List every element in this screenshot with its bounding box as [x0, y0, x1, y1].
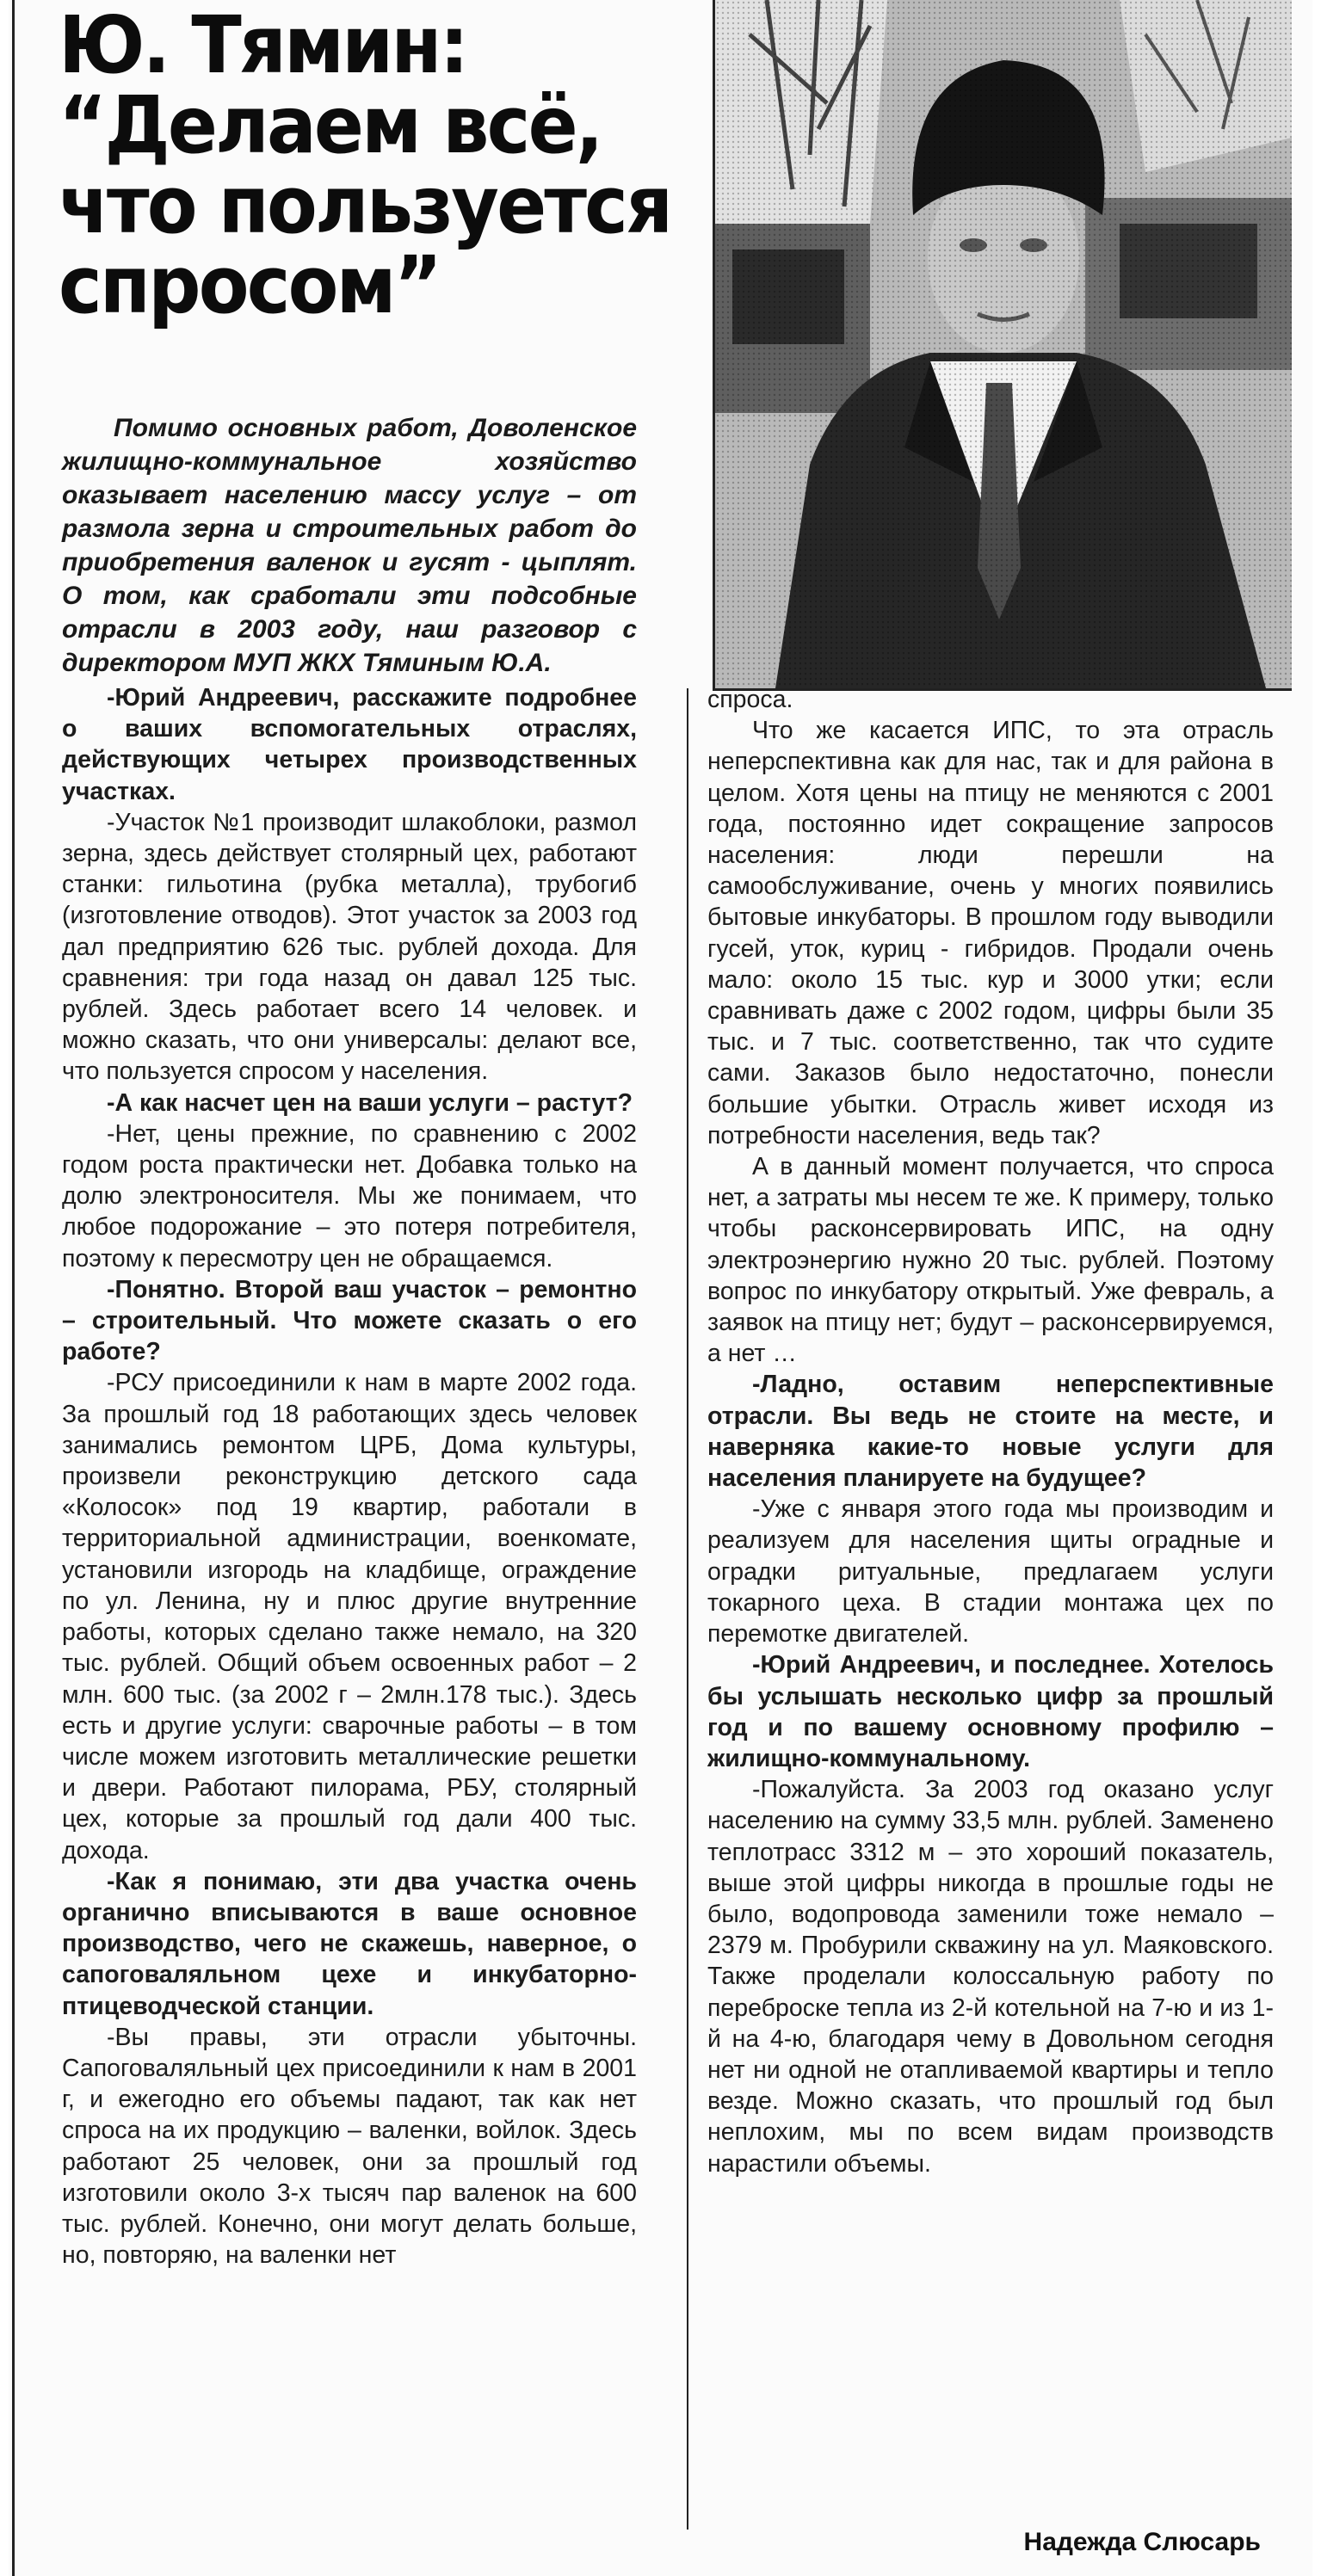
column-divider: [687, 688, 688, 2530]
interview-answer: -Нет, цены прежние, по сравнению с 2002 годом роста практически нет. Добавка только на долю электроносителя. Мы же понимаем, что любое подорожание – это потеря потребителя, поэтому к пересмотру цен не обращаемся.: [62, 1119, 637, 1273]
interview-answer: -Пожалуйста. За 2003 год оказано услуг населению на сумму 33,5 млн. рублей. Заменено теплотрасс 3312 м – это хороший показатель, выше этой цифры никогда в прошлые годы не было, водопровода заменили тоже немало –2379 м. Пробурили скважину на ул. Маяковского. Также проделали колоссальную работу по переброске тепла из 2-й котельной на 7-ю и из 1-й на 4-ю, благодаря чему в Довольном сегодня нет ни одной не отапливаемой квартиры и тепло везде. Можно сказать, что прошлый год был неплохим, мы по всем видам производств нарастили объемы.: [707, 1776, 1274, 2178]
interviewee-photo: [713, 0, 1292, 691]
interview-question: -Как я понимаю, эти два участка очень органично вписываются в ваше основное производство, чего не скажешь, наверное, о сапоговаляльном цехе и инкубаторно-птицеводческой станции.: [62, 1867, 637, 2020]
right-text-column: [707, 684, 1274, 2179]
interview-answer: -Уже с января этого года мы производим и реализуем для населения щиты оградные и оградки ритуальные, предлагаем услуги токарного цеха. В стадии монтажа цех по перемотке двигателей.: [707, 1495, 1274, 1649]
interview-answer: А в данный момент получается, что спроса нет, а затраты мы несем те же. К примеру, только чтобы расконсервировать ИПС, на одну электроэнергию нужно 20 тыс. рублей. Поэтому вопрос по инкубатору открытый. Уже февраль, а заявок на птицу нет; будут – расконсервируемся, а нет …: [707, 1153, 1274, 1368]
article-headline: Ю. Тямин: “Делаем всё, что пользуется спросом”: [59, 0, 671, 331]
continued-text: спроса.: [707, 686, 793, 713]
newspaper-page: [9, 0, 1312, 2576]
article-byline: Надежда Слюсарь: [1023, 2528, 1261, 2556]
interview-answer: -Участок №1 производит шлакоблоки, размол зерна, здесь действует столярный цех, работают станки: гильотина (рубка металла), трубогиб (изготовление отводов). Этот участок за 2003 год дал предприятию 626 тыс. рублей дохода. Для сравнения: три года назад он давал 125 тыс. рублей. Здесь работает всего 14 человек. и можно сказать, что они универсалы: делают все, что пользуется спросом у населения.: [62, 808, 637, 1086]
interview-answer: -РСУ присоединили к нам в марте 2002 года. За прошлый год 18 работающих здесь человек занимались ремонтом ЦРБ, Дома культуры, произвели реконструкцию детского сада «Колосок» под 19 квартир, работали в территориальной администрации, военкомате, установили изгородь на кладбище, ограждение по ул. Ленина, ну и плюс другие внутренние работы, которых сделано также немало, на 320 тыс. рублей. Общий объем освоенных работ – 2 млн. 600 тыс. (за 2002 г – 2млн.178 тыс.). Здесь есть и другие услуги: сварочные работы – в том числе можем изготовить металлические решетки и двери. Работают пилорама, РБУ, столярный цех, которые за прошлый год дали 400 тыс. дохода.: [62, 1369, 637, 1864]
interview-question: -Ладно, оставим неперспективные отрасли. Вы ведь не стоите на месте, и наверняка какие-то новые услуги для населения планируете на будущее?: [707, 1371, 1274, 1493]
interview-question: -Понятно. Второй ваш участок – ремонтно – строительный. Что можете сказать о его работе?: [62, 1275, 637, 1366]
interview-question: -А как насчет цен на ваши услуги – растут?: [107, 1088, 633, 1117]
interview-answer: Что же касается ИПС, то эта отрасль неперспективна как для нас, так и для района в целом. Хотя цены на птицу не меняются с 2001 года, постоянно идет сокращение запросов населения: люди перешли на самообслуживание, очень у многих появились бытовые инкубаторы. В прошлом году выводили гусей, уток, куриц - гибридов. Продали очень мало: около 15 тыс. кур и 3000 утки; если сравнивать даже с 2002 годом, цифры были 35 тыс. и 7 тыс. соответственно, так что судите сами. Заказов было недостаточно, понесли большие убытки. Отрасль живет исходя из потребности населения, ведь так?: [707, 717, 1274, 1149]
interview-question: -Юрий Андреевич, расскажите подробнее о ваших вспомогательных отраслях, действующих четырех производственных участках.: [62, 684, 637, 805]
left-margin-rule: [12, 0, 15, 2576]
interview-answer: -Вы правы, эти отрасли убыточны. Сапоговаляльный цех присоединили к нам в 2001 г, и ежегодно его объемы падают, так как нет спроса на их продукцию – валенки, войлок. Здесь работают 25 человек, они за прошлый год изготовили около 3-х тысяч пар валенок на 600 тыс. рублей. Конечно, они могут делать больше, но, повторяю, на валенки нет: [62, 2023, 637, 2270]
left-text-column: [62, 682, 637, 2271]
article-lead: Помимо основных работ, Доволенское жилищно-коммунальное хозяйство оказывает населению массу услуг – от размола зерна и строительных работ до приобретения валенок и гусят - цыплят. О том, как сработали эти подсобные отрасли в 2003 году, наш разговор с директором МУП ЖКХ Тяминым Ю.А.: [62, 414, 637, 677]
interview-question: -Юрий Андреевич, и последнее. Хотелось бы услышать несколько цифр за прошлый год и по вашему основному профилю – жилищно-коммунальному.: [707, 1651, 1274, 1772]
